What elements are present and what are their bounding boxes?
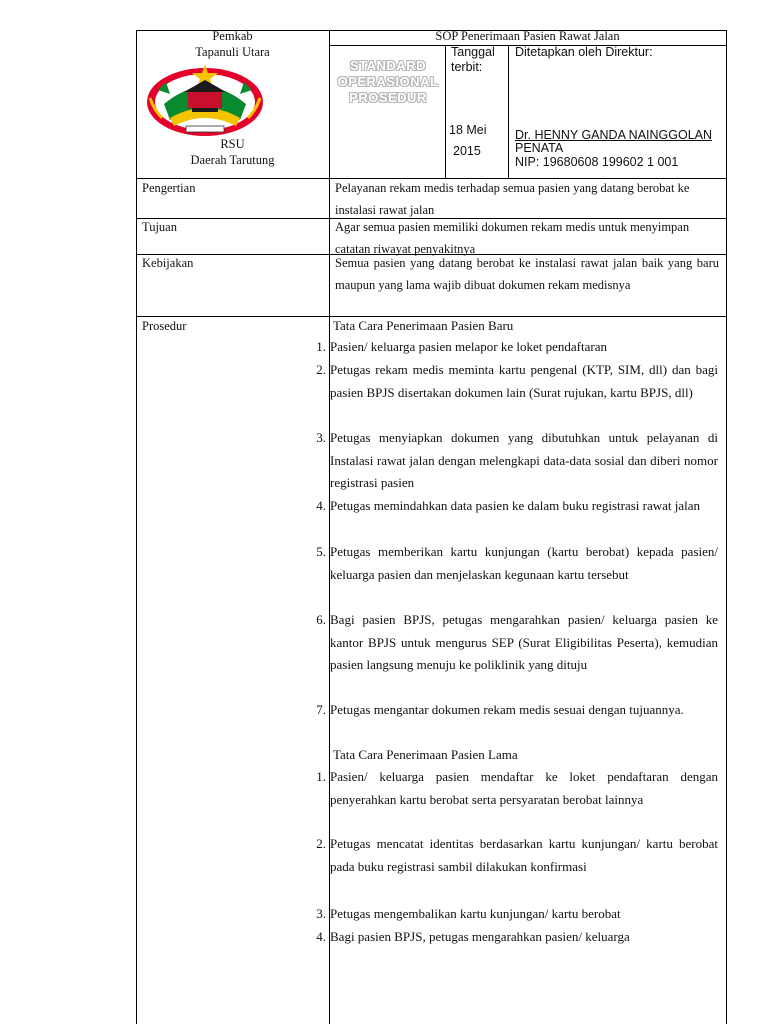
director-nip: NIP: 19680608 199602 1 001 (515, 155, 679, 169)
table-border-right (726, 30, 727, 1024)
stamp-line-3: PROSEDUR (349, 90, 427, 105)
list-item (316, 833, 718, 878)
header-column-divider-1 (445, 45, 446, 178)
list-item (316, 359, 718, 404)
list-item (316, 903, 718, 926)
list-number: 7. (316, 702, 326, 717)
sop-document (136, 30, 727, 1024)
date-label-2: terbit: (451, 60, 483, 74)
page-title: SOP Penerimaan Pasien Rawat Jalan (435, 30, 620, 43)
org-line-2: Tapanuli Utara (195, 45, 270, 59)
list-text: Pasien/ keluarga pasien mendaftar ke loket pendaftaran dengan penyerahkan kartu berobat serta persyaratan berobat lainnya (330, 769, 718, 807)
hospital-logo (144, 60, 266, 138)
list-item (316, 699, 718, 722)
logo-emblem-icon (144, 60, 266, 138)
section-heading-pasien-baru: Tata Cara Penerimaan Pasien Baru (333, 318, 514, 333)
date-value-2: 2015 (453, 144, 481, 158)
list-item (316, 541, 718, 586)
list-number: 3. (316, 906, 326, 921)
sop-stamp (332, 58, 444, 106)
list-text: Petugas mengantar dokumen rekam medis sesuai dengan tujuannya. (330, 702, 684, 717)
row-label-prosedur: Prosedur (142, 319, 187, 333)
header-column-divider-2 (508, 45, 509, 178)
row-label-kebijakan: Kebijakan (142, 256, 194, 270)
section-heading-pasien-lama: Tata Cara Penerimaan Pasien Lama (333, 747, 518, 762)
list-text: Petugas mengembalikan kartu kunjungan/ kartu berobat (330, 906, 621, 921)
list-number: 4. (316, 929, 326, 944)
director-name: Dr. HENNY GANDA NAINGGOLAN (515, 128, 713, 142)
row-text-kebijakan: Semua pasien yang datang berobat ke instalasi rawat jalan baik yang baru maupun yang lama wajib dibuat dokumen rekam medisnya (335, 256, 719, 292)
list-text: Bagi pasien BPJS, petugas mengarahkan pasien/ keluarga (330, 929, 630, 944)
list-item (316, 336, 718, 359)
list-number: 1. (316, 339, 326, 354)
list-item (316, 609, 718, 677)
list-item (316, 926, 718, 949)
list-text: Pasien/ keluarga pasien melapor ke loket pendaftaran (330, 339, 607, 354)
list-number: 2. (316, 836, 326, 851)
row-label-tujuan: Tujuan (142, 220, 177, 234)
list-number: 3. (316, 430, 326, 445)
date-value-1: 18 Mei (449, 123, 487, 137)
list-number: 6. (316, 612, 326, 627)
list-text: Petugas menyiapkan dokumen yang dibutuhkan untuk pelayanan di Instalasi rawat jalan dengan melengkapi data-data sosial dan diberi nomor registrasi pasien (330, 430, 718, 490)
org-line-3: RSU (220, 137, 245, 151)
list-text: Bagi pasien BPJS, petugas mengarahkan pasien/ keluarga pasien ke kantor BPJS untuk mengurus SEP (Surat Eligibilitas Peserta), kemudian pasien langsung menuju ke poliklinik yang dituju (330, 612, 718, 672)
org-line-4: Daerah Tarutung (190, 153, 275, 167)
row-text-pengertian: Pelayanan rekam medis terhadap semua pasien yang datang berobat ke instalasi rawat jalan (335, 181, 690, 217)
list-item (316, 495, 718, 518)
list-text: Petugas memindahkan data pasien ke dalam buku registrasi rawat jalan (330, 498, 701, 513)
table-border-left (136, 30, 137, 1024)
list-item (316, 427, 718, 495)
date-label-1: Tanggal (451, 45, 495, 59)
list-text: Petugas mencatat identitas berdasarkan kartu kunjungan/ kartu berobat pada buku registrasi sambil dilakukan konfirmasi (330, 836, 718, 874)
stamp-line-2: OPERASIONAL (337, 74, 439, 89)
row-label-pengertian: Pengertian (142, 181, 196, 195)
row-text-tujuan: Agar semua pasien memiliki dokumen rekam medis untuk menyimpan catatan riwayat penyakitnya (335, 220, 690, 256)
list-number: 1. (316, 769, 326, 784)
approval-label: Ditetapkan oleh Direktur: (515, 45, 653, 59)
list-text: Petugas memberikan kartu kunjungan (kartu berobat) kepada pasien/ keluarga pasien dan menjelaskan kegunaan kartu tersebut (330, 544, 718, 582)
list-number: 4. (316, 498, 326, 513)
stamp-line-1: STANDARD (350, 58, 426, 73)
org-line-1: Pemkab (212, 30, 253, 43)
list-text: Petugas rekam medis meminta kartu pengenal (KTP, SIM, dll) dan bagi pasien BPJS disertakan dokumen lain (Surat rujukan, kartu BPJS, dll) (330, 362, 718, 400)
list-number: 2. (316, 362, 326, 377)
list-number: 5. (316, 544, 326, 559)
list-item (316, 766, 718, 811)
director-rank: PENATA (515, 141, 564, 155)
